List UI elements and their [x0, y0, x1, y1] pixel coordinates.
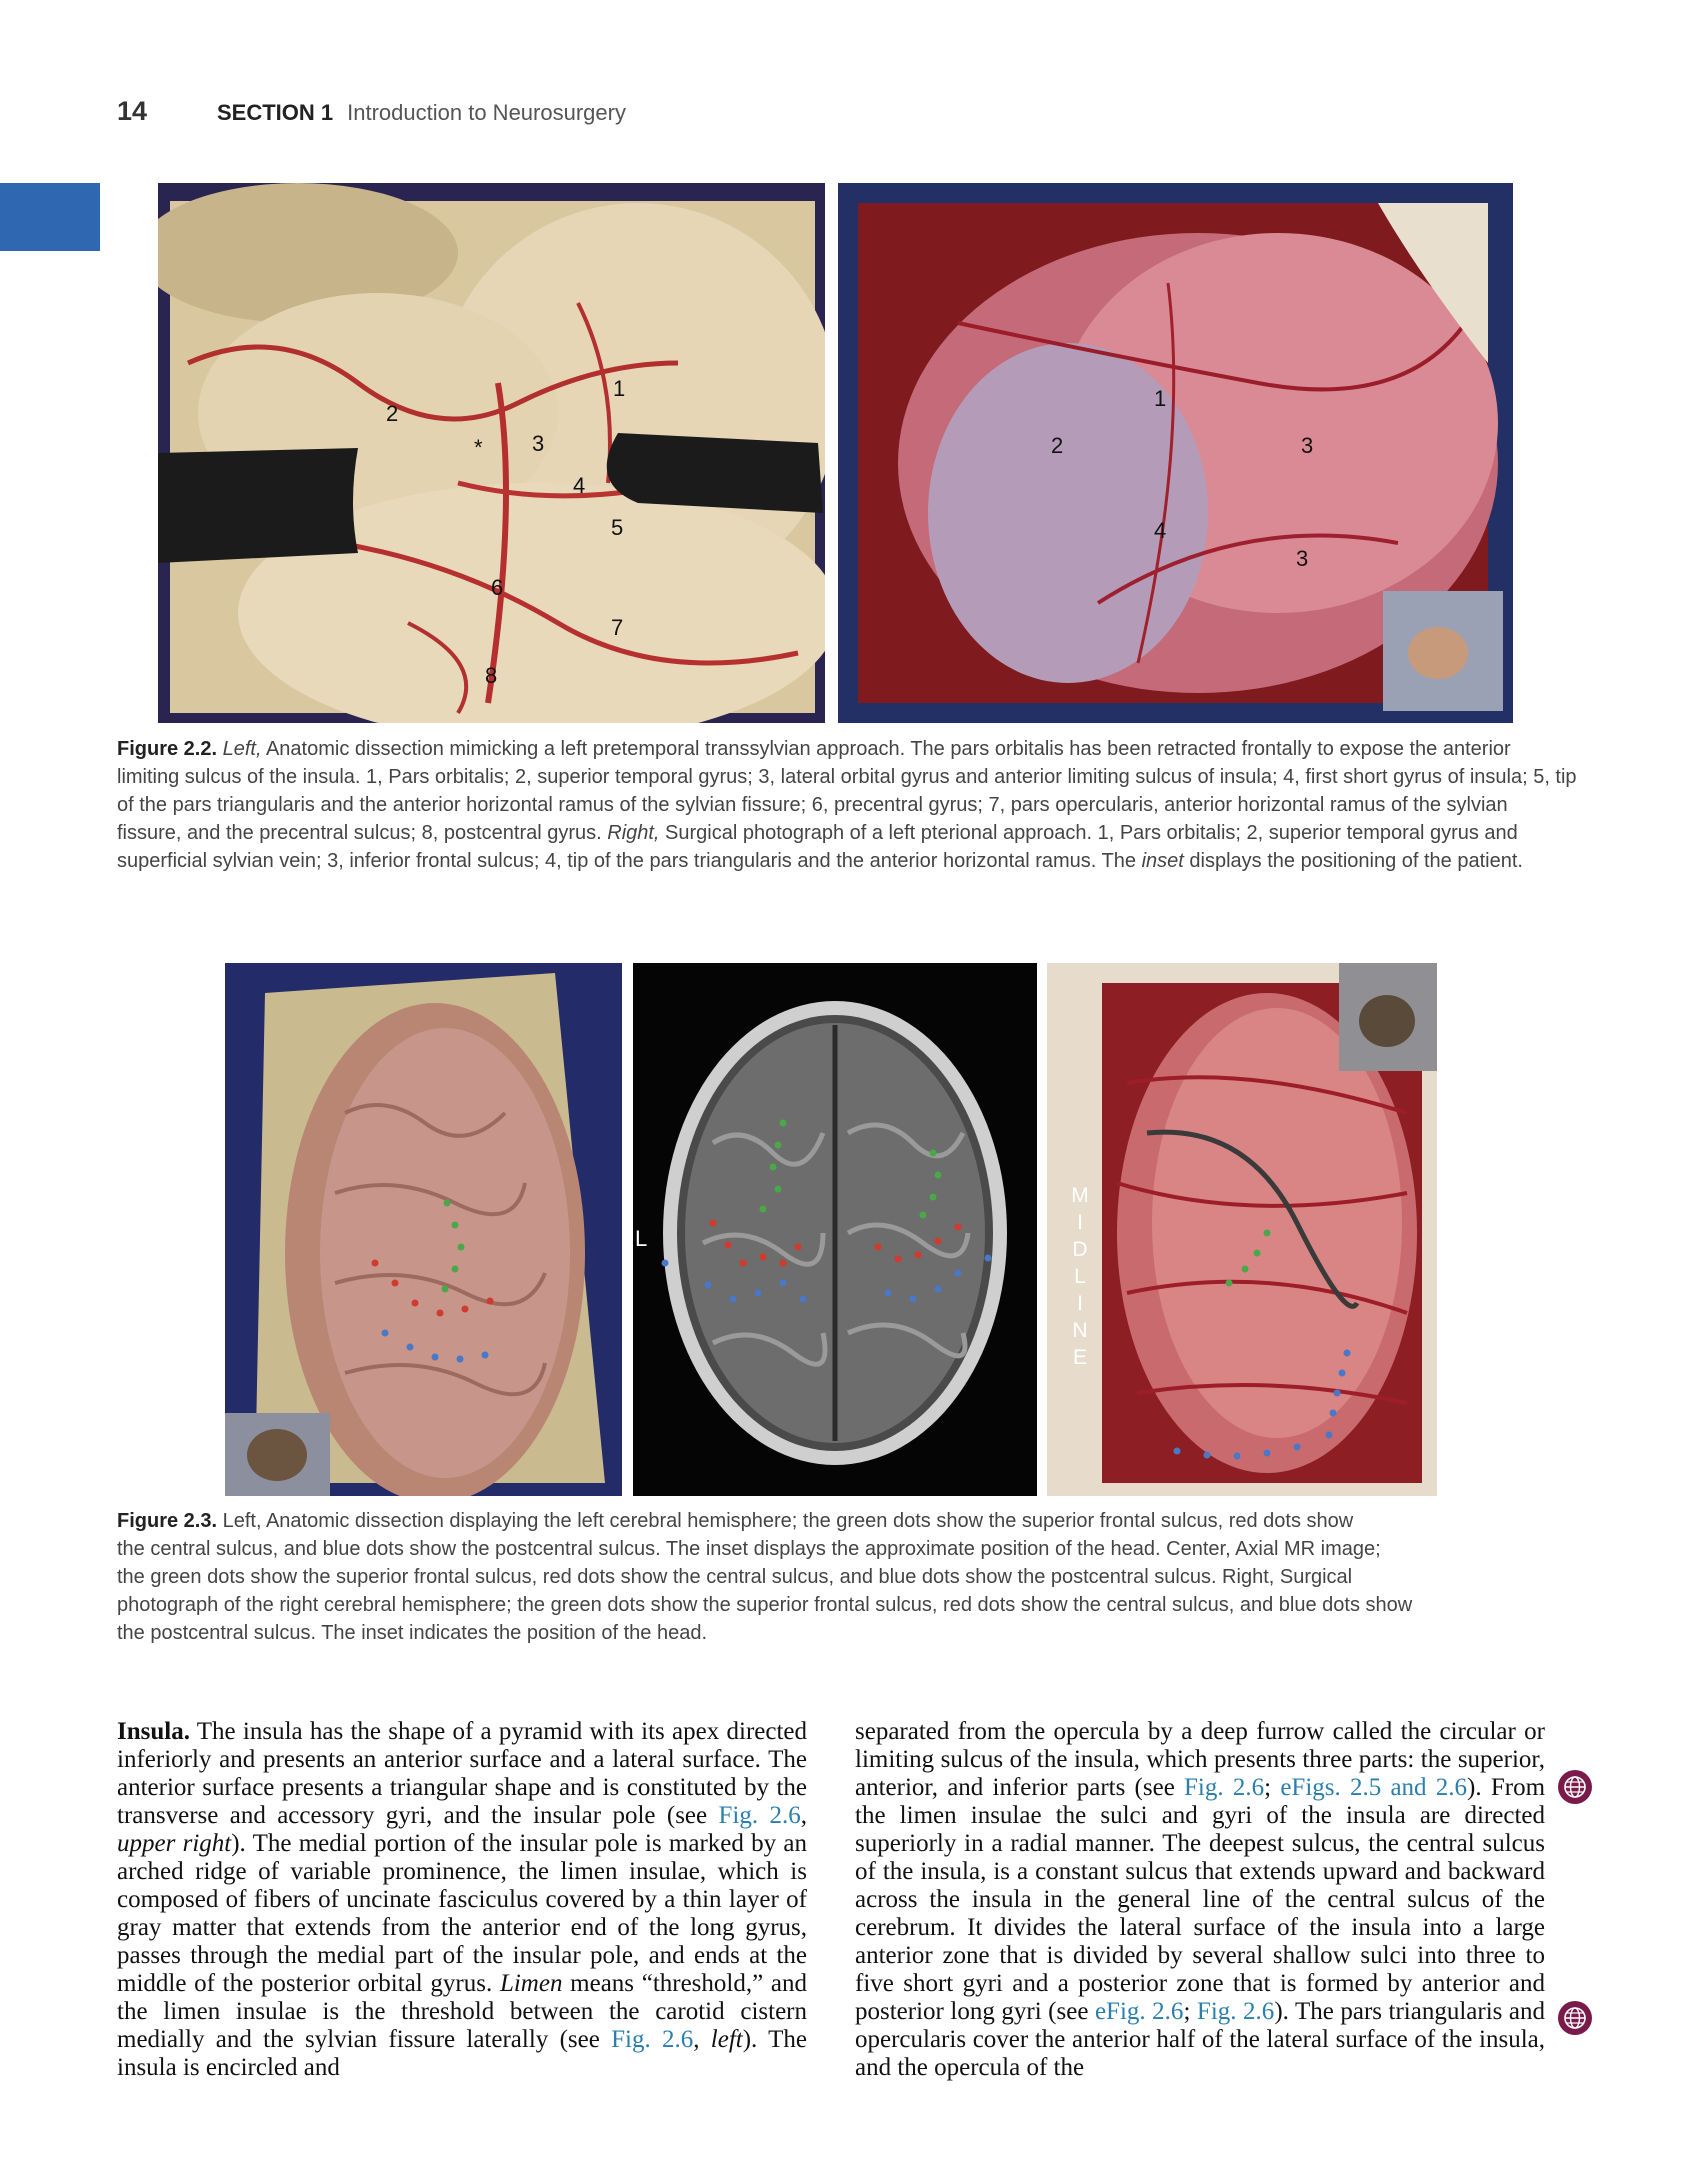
figure-2-3-right-surgical-photo: [1047, 963, 1437, 1496]
globe-icon: [1562, 2005, 1588, 2031]
fig-2-6-link[interactable]: Fig. 2.6: [718, 1802, 801, 1829]
efig-2-6-link[interactable]: eFig. 2.6: [1094, 1998, 1184, 2025]
fig22-left-asterisk: *: [474, 435, 483, 460]
midline-letter-i2: I: [1077, 1292, 1083, 1315]
midline-letter-n: N: [1072, 1319, 1088, 1342]
figure-2-2-right-surgical-photo: [838, 183, 1513, 723]
running-header: [117, 96, 626, 136]
fig-2-6-link[interactable]: Fig. 2.6: [611, 2026, 694, 2053]
fig-2-6-link[interactable]: Fig. 2.6: [1184, 1774, 1265, 1801]
midline-letter-e: E: [1072, 1346, 1088, 1369]
figure-2-3-center-mri-image: [633, 963, 1037, 1496]
fig22-left-label-2: 2: [386, 401, 399, 426]
efigs-2-5-2-6-link[interactable]: eFigs. 2.5 and 2.6: [1280, 1774, 1468, 1801]
web-globe-icon[interactable]: [1558, 1770, 1592, 1804]
body-column-left: Insula. The insula has the shape of a pyramid with its apex directed inferiorly and presents an anterior surface and a lateral surface. The anterior surface presents a triangular shape and is constituted by the transverse and accessory gyri, and the insular pole (see Fig. 2.6, upper right). The medial portion of the insular pole is marked by an arched ridge of variable prominence, the limen insulae, which is composed of fibers of uncinate fasciculus covered by a thin layer of gray matter that extends from the anterior end of the long gyrus, passes through the medial part of the insular pole, and ends at the middle of the posterior orbital gyrus. Limen means “threshold,” and the limen insulae is the threshold between the carotid cistern medially and the sylvian fissure laterally (see Fig. 2.6, left). The insula is encircled and: [117, 1718, 808, 2081]
body-column-right: separated from the opercula by a deep furrow called the circular or limiting sulcus of the insula, which presents three parts: the superior, anterior, and inferior parts (see Fig. 2.6; eFigs. 2.5 and 2.6). From the limen insulae the sulci and gyri of the insula are directed superiorly in a radial manner. The deepest sulcus, the central sulcus of the insula, is a constant sulcus that extends upward and backward across the insula in the general line of the central sulcus of the cerebrum. It divides the lateral surface of the insula into a large anterior zone that is divided by several shallow sulci into three to five short gyri and a posterior zone that is formed by anterior and posterior long gyri (see eFig. 2.6; Fig. 2.6). The pars triangularis and opercularis cover the anterior half of the lateral surface of the insula, and the opercula of the: [855, 1718, 1546, 2081]
figure-2-2-left-dissection-photo: [158, 183, 825, 723]
section-title: Introduction to Neurosurgery: [347, 100, 626, 125]
fig22-right-label-4: 4: [1154, 518, 1167, 543]
midline-letter-i1: I: [1077, 1211, 1083, 1234]
fig-2-6-link[interactable]: Fig. 2.6: [1196, 1998, 1275, 2025]
midline-letter-l: L: [1074, 1265, 1086, 1288]
fig22-left-label-1: 1: [613, 376, 626, 401]
figure-2-3-caption: Figure 2.3. Left, Anatomic dissection displaying the left cerebral hemisphere; the green dots show the superior frontal sulcus, red dots show the central sulcus, and blue dots show the postcentral sulcus. The inset displays the approximate position of the head. Center, Axial MR image; the green dots show the superior frontal sulcus, red dots show the central sulcus, and blue dots show the postcentral sulcus. Right, Surgical photograph of the right cerebral hemisphere; the green dots show the superior frontal sulcus, red dots show the central sulcus, and blue dots show the postcentral sulcus. The inset indicates the position of the head.: [117, 1510, 1413, 1644]
mri-left-side-label: L: [635, 1226, 648, 1251]
fig22-right-label-3b: 3: [1296, 546, 1309, 571]
fig22-left-label-8: 8: [485, 663, 498, 688]
fig22-left-label-6: 6: [491, 575, 504, 600]
fig22-left-label-3: 3: [532, 431, 545, 456]
figure-2-2-caption: Figure 2.2. Left, Anatomic dissection mimicking a left pretemporal transsylvian approach. The pars orbitalis has been retracted frontally to expose the anterior limiting sulcus of the insula. 1, Pars orbitalis; 2, superior temporal gyrus; 3, lateral orbital gyrus and anterior limiting sulcus of insula; 4, first short gyrus of insula; 5, tip of the pars triangularis and the anterior horizontal ramus of the sylvian fissure; 6, precentral gyrus; 7, pars opercularis, anterior horizontal ramus of the sylvian fissure, and the precentral sulcus; 8, postcentral gyrus. Right, Surgical photograph of a left pterional approach. 1, Pars orbitalis; 2, superior temporal gyrus and superficial sylvian vein; 3, inferior frontal sulcus; 4, tip of the pars triangularis and the anterior horizontal ramus. The inset displays the positioning of the patient.: [117, 738, 1577, 872]
figure-2-3-left-dissection-photo: [225, 963, 622, 1496]
section-label: SECTION 1: [217, 100, 334, 125]
midline-letter-d: D: [1072, 1238, 1088, 1261]
fig22-right-label-3a: 3: [1301, 433, 1314, 458]
fig22-right-label-2: 2: [1051, 433, 1064, 458]
midline-letter-m: M: [1071, 1184, 1089, 1207]
web-globe-icon[interactable]: [1558, 2001, 1592, 2035]
fig22-left-label-4: 4: [573, 473, 586, 498]
fig22-left-label-5: 5: [611, 515, 624, 540]
section-color-tab: [0, 183, 100, 251]
fig22-right-label-1: 1: [1154, 386, 1167, 411]
page-number: 14: [117, 96, 148, 126]
fig22-left-label-7: 7: [611, 615, 624, 640]
globe-icon: [1562, 1774, 1588, 1800]
